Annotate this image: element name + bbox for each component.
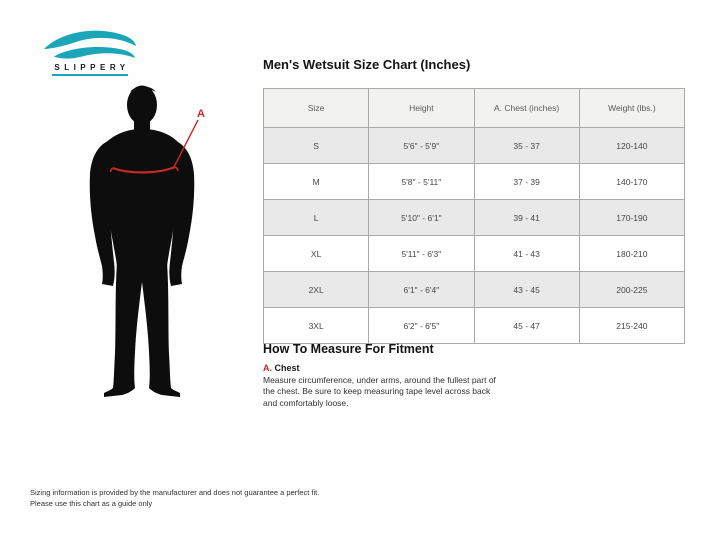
table-row [264, 236, 685, 272]
col-header-size: Size [264, 89, 369, 128]
cell-chest: 35 - 37 [474, 128, 579, 164]
cell-size: S [264, 128, 369, 164]
measure-heading: How To Measure For Fitment [263, 342, 434, 356]
brand-name: SLIPPERY [54, 63, 130, 72]
measure-item-letter: A. [263, 363, 272, 373]
silhouette-graphic [80, 84, 210, 404]
col-header-chest: A. Chest (inches) [474, 89, 579, 128]
size-chart-title: Men's Wetsuit Size Chart (Inches) [263, 57, 471, 72]
cell-size: 2XL [264, 272, 369, 308]
cell-weight: 120-140 [579, 128, 684, 164]
cell-size: M [264, 164, 369, 200]
footer-line-1: Sizing information is provided by the manufacturer and does not guarantee a perfect fit. [30, 488, 320, 497]
cell-size: XL [264, 236, 369, 272]
measure-item-name: Chest [272, 363, 300, 373]
col-header-height: Height [369, 89, 474, 128]
table-row [264, 308, 685, 344]
cell-size: 3XL [264, 308, 369, 344]
measure-section [263, 342, 503, 409]
table-row [264, 200, 685, 236]
cell-chest: 39 - 41 [474, 200, 579, 236]
wave-icon [42, 28, 138, 62]
cell-chest: 43 - 45 [474, 272, 579, 308]
size-chart-table [263, 88, 685, 344]
measure-item-chest [263, 363, 503, 373]
cell-chest: 37 - 39 [474, 164, 579, 200]
cell-height: 6'2" - 6'5" [369, 308, 474, 344]
cell-height: 5'10" - 6'1" [369, 200, 474, 236]
col-header-weight: Weight (lbs.) [579, 89, 684, 128]
table-row [264, 272, 685, 308]
cell-size: L [264, 200, 369, 236]
cell-chest: 45 - 47 [474, 308, 579, 344]
cell-chest: 41 - 43 [474, 236, 579, 272]
table-header-row [264, 89, 685, 128]
table-row [264, 128, 685, 164]
chest-annotation-label: A [197, 108, 205, 120]
cell-weight: 180-210 [579, 236, 684, 272]
table-row [264, 164, 685, 200]
brand-logo [42, 28, 138, 76]
body-silhouette [80, 84, 210, 404]
measure-description: Measure circumference, under arms, around the fullest part of the chest. Be sure to keep measuring tape level across back and comfortably loose. [263, 375, 496, 408]
cell-weight: 170-190 [579, 200, 684, 236]
cell-weight: 200-225 [579, 272, 684, 308]
cell-height: 5'6" - 5'9" [369, 128, 474, 164]
cell-height: 6'1" - 6'4" [369, 272, 474, 308]
footer-line-2: Please use this chart as a guide only [30, 498, 153, 508]
cell-weight: 140-170 [579, 164, 684, 200]
brand-underline [52, 74, 128, 76]
cell-weight: 215-240 [579, 308, 684, 344]
cell-height: 5'8" - 5'11" [369, 164, 474, 200]
cell-height: 5'11" - 6'3" [369, 236, 474, 272]
footer-disclaimer [30, 488, 319, 509]
